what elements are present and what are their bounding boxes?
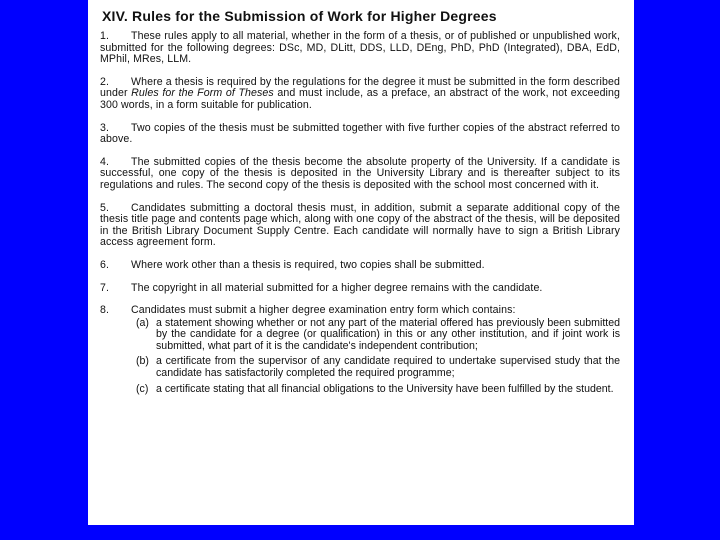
rule-6 [100, 260, 620, 272]
rule-4 [100, 157, 620, 192]
subitem-text: a statement showing whether or not any part of the material offered has previously been submitted by the candidate for a degree (or qualification) in this or any other institution, and if joint work is submitted, what part of it is the candidate's independent contribution; [156, 316, 620, 352]
document-page [88, 0, 634, 525]
rule-text-italic: Rules for the Form of Theses [131, 87, 274, 100]
subitem-text: a certificate from the supervisor of any candidate required to undertake supervised study that the candidate has satisfactorily completed the required programme; [156, 355, 620, 380]
rule-number: 8. [100, 304, 110, 317]
rule-1 [100, 31, 620, 66]
rule-3 [100, 123, 620, 146]
rule-text-continued: and must include, as a preface, an abstract of the work, not exceeding 300 words, in a form suitable for publication. [100, 87, 620, 111]
rule-number: 5. [100, 201, 110, 214]
rule-7 [100, 283, 620, 295]
rule-text: The copyright in all material submitted for a higher degree remains with the candidate. [131, 281, 543, 294]
subitem-c [136, 384, 620, 396]
rule-text: Candidates submitting a doctoral thesis must, in addition, submit a separate additional copy of the thesis title page and contents page which, along with one copy of the abstract of the thesis, will be deposited in the British Library Document Supply Centre. Each candidate will normally have to sign a British Library access agreement form. [100, 201, 620, 249]
rule-number: 4. [100, 155, 110, 168]
subitem-a [136, 318, 620, 353]
rule-number: 2. [100, 75, 110, 88]
rule-text: Where a thesis is required by the regulations for the degree it must be submitted in the form described under [100, 75, 620, 100]
rule-5 [100, 203, 620, 249]
document-content [100, 8, 620, 399]
subitem-label: (c) [136, 382, 149, 395]
rule-text: These rules apply to all material, whether in the form of a thesis, or of published or unpublished work, submitted for the following degrees: DSc, MD, DLitt, DDS, LLD, DEng, PhD, PhD (Integrated), DBA, EdD, MPhil, MRes, LLM. [100, 30, 620, 66]
subitem-text: a certificate stating that all financial obligations to the University have been fulfilled by the student. [156, 382, 614, 395]
subitem-label: (a) [136, 316, 149, 329]
rule-2 [100, 77, 620, 112]
rule-8-subitems [136, 318, 620, 396]
subitem-b [136, 356, 620, 379]
rule-number: 1. [100, 30, 110, 42]
rule-number: 6. [100, 258, 110, 271]
rule-text: Two copies of the thesis must be submitted together with five further copies of the abstract referred to above. [100, 121, 620, 146]
rule-text: Candidates must submit a higher degree examination entry form which contains: [131, 304, 516, 317]
rule-text: The submitted copies of the thesis become the absolute property of the University. If a candidate is successful, one copy of the thesis is deposited in the University Library and is thereafter subject to its regulations and rules. The second copy of the thesis is deposited with the school most concerned with it. [100, 155, 620, 191]
subitem-label: (b) [136, 355, 149, 368]
rule-8 [100, 305, 620, 317]
rule-text: Where work other than a thesis is required, two copies shall be submitted. [131, 258, 485, 271]
page-title: XIV. Rules for the Submission of Work for Higher Degrees [102, 8, 497, 24]
rule-number: 3. [100, 121, 110, 134]
rule-number: 7. [100, 281, 110, 294]
